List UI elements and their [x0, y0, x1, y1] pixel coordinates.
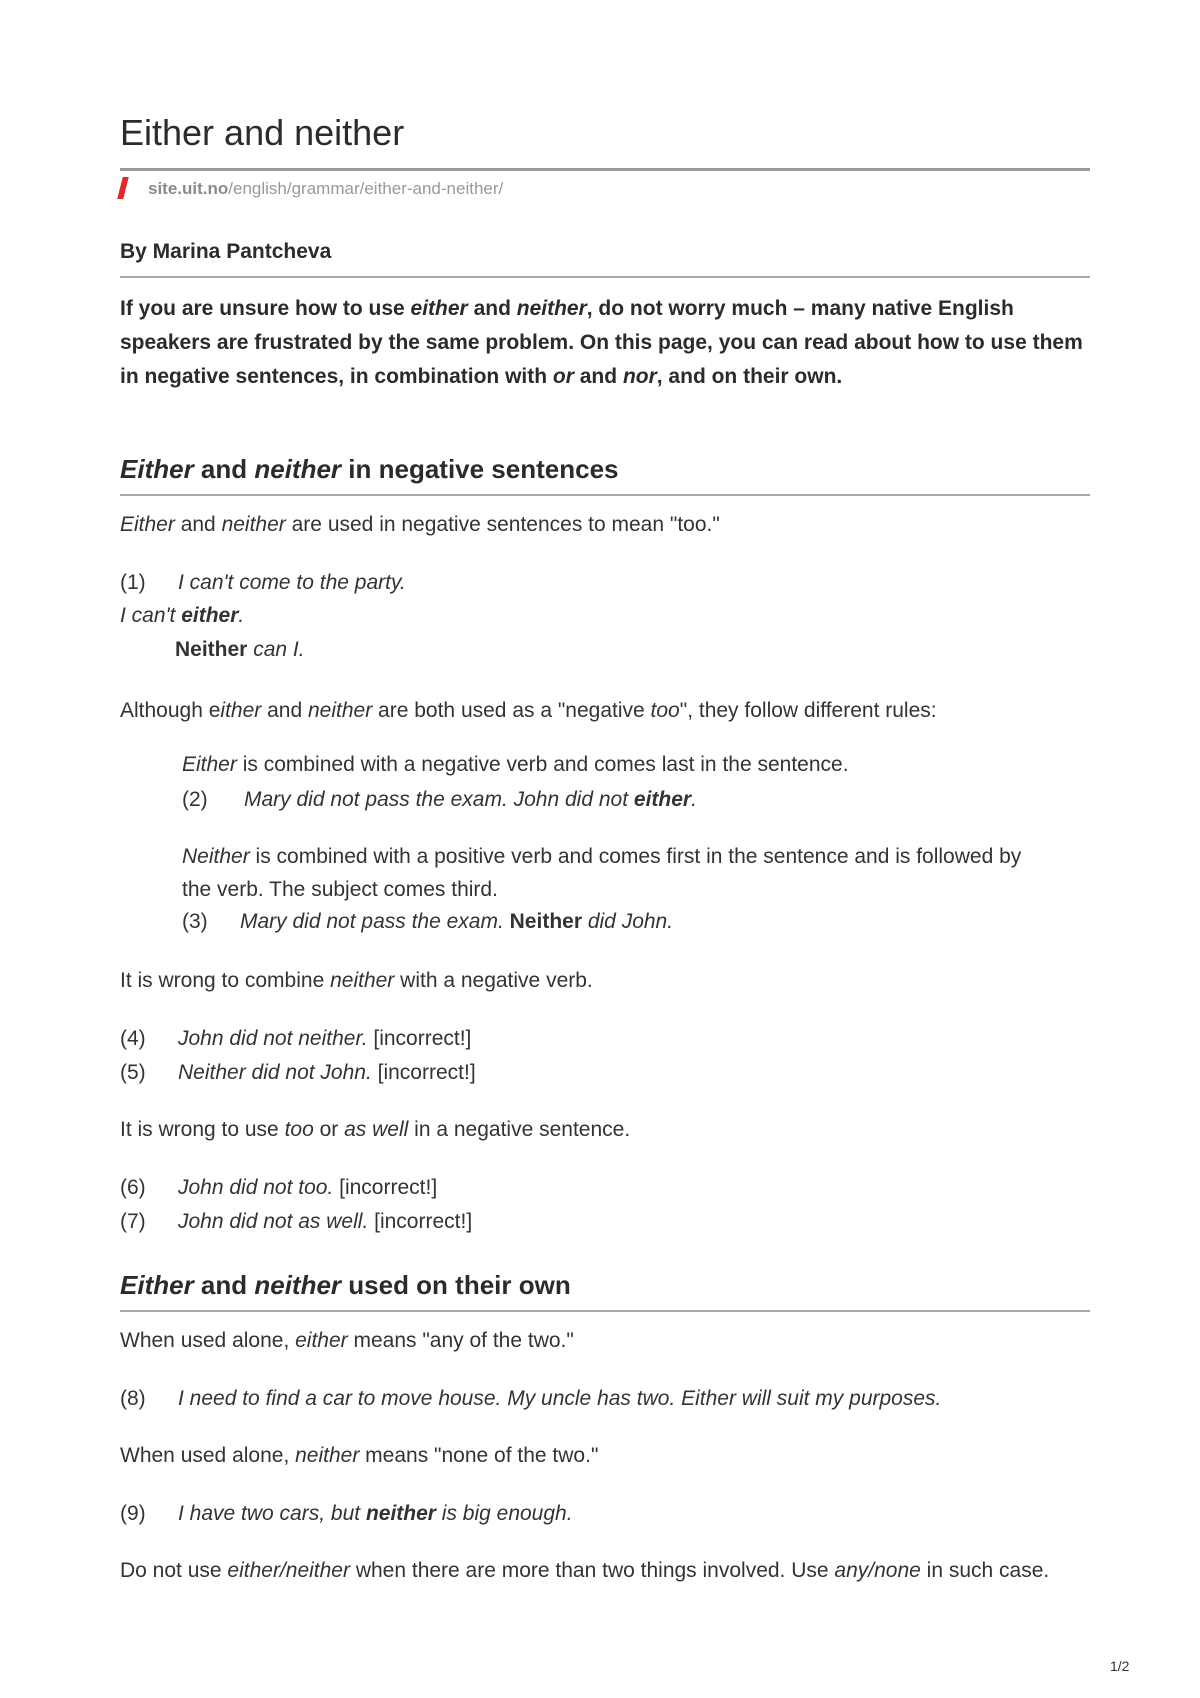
page-title: Either and neither	[120, 112, 405, 153]
author-byline: By Marina Pantcheva	[120, 240, 332, 263]
example-1-reply-a: I can't either.	[120, 604, 245, 627]
paragraph: Although either and neither are both used as a "negative too", they follow different rules:	[120, 699, 937, 722]
paragraph: Do not use either/neither when there are more than two things involved. Use any/none in such case.	[120, 1559, 1050, 1582]
section-divider	[120, 494, 1090, 496]
example-4: (4) John did not neither. [incorrect!]	[120, 1027, 472, 1050]
source-link[interactable]	[120, 177, 503, 199]
source-host: site.uit.no	[148, 179, 229, 198]
bookmark-icon	[117, 177, 128, 199]
example-9: (9) I have two cars, but neither is big enough.	[120, 1502, 573, 1525]
title-divider	[120, 168, 1090, 171]
page-number: 1/2	[1110, 1658, 1130, 1674]
paragraph: When used alone, neither means "none of the two."	[120, 1444, 599, 1467]
example-7: (7) John did not as well. [incorrect!]	[120, 1210, 473, 1233]
paragraph: It is wrong to use too or as well in a negative sentence.	[120, 1118, 631, 1141]
example-1-reply-b: Neither can I.	[175, 638, 305, 661]
example-3: (3) Mary did not pass the exam. Neither did John.	[182, 910, 674, 933]
section-divider	[120, 1310, 1090, 1312]
source-path: /english/grammar/either-and-neither/	[228, 179, 504, 198]
intro-paragraph: If you are unsure how to use either and neither, do not worry much – many native English speakers are frustrated by the same problem. On this page, you can read about how to use them in negative sentences, in combination with or and nor, and on their own.	[120, 297, 1083, 388]
rule-neither: Neither is combined with a positive verb and comes first in the sentence and is followed by the verb. The subject comes third.	[182, 845, 1022, 901]
paragraph: It is wrong to combine neither with a negative verb.	[120, 969, 593, 992]
author-divider	[120, 276, 1090, 278]
section-heading-own: Either and neither used on their own	[120, 1270, 571, 1300]
example-2: (2) Mary did not pass the exam. John did not either.	[182, 788, 697, 811]
rule-either: Either is combined with a negative verb and comes last in the sentence.	[182, 753, 849, 776]
section-heading-negative: Either and neither in negative sentences	[120, 454, 619, 484]
example-5: (5) Neither did not John. [incorrect!]	[120, 1061, 476, 1084]
example-1: (1) I can't come to the party.	[120, 571, 406, 594]
example-8: (8) I need to find a car to move house. My uncle has two. Either will suit my purposes.	[120, 1387, 942, 1410]
paragraph: When used alone, either means "any of the two."	[120, 1329, 574, 1352]
paragraph: Either and neither are used in negative sentences to mean "too."	[120, 513, 720, 536]
example-6: (6) John did not too. [incorrect!]	[120, 1176, 438, 1199]
